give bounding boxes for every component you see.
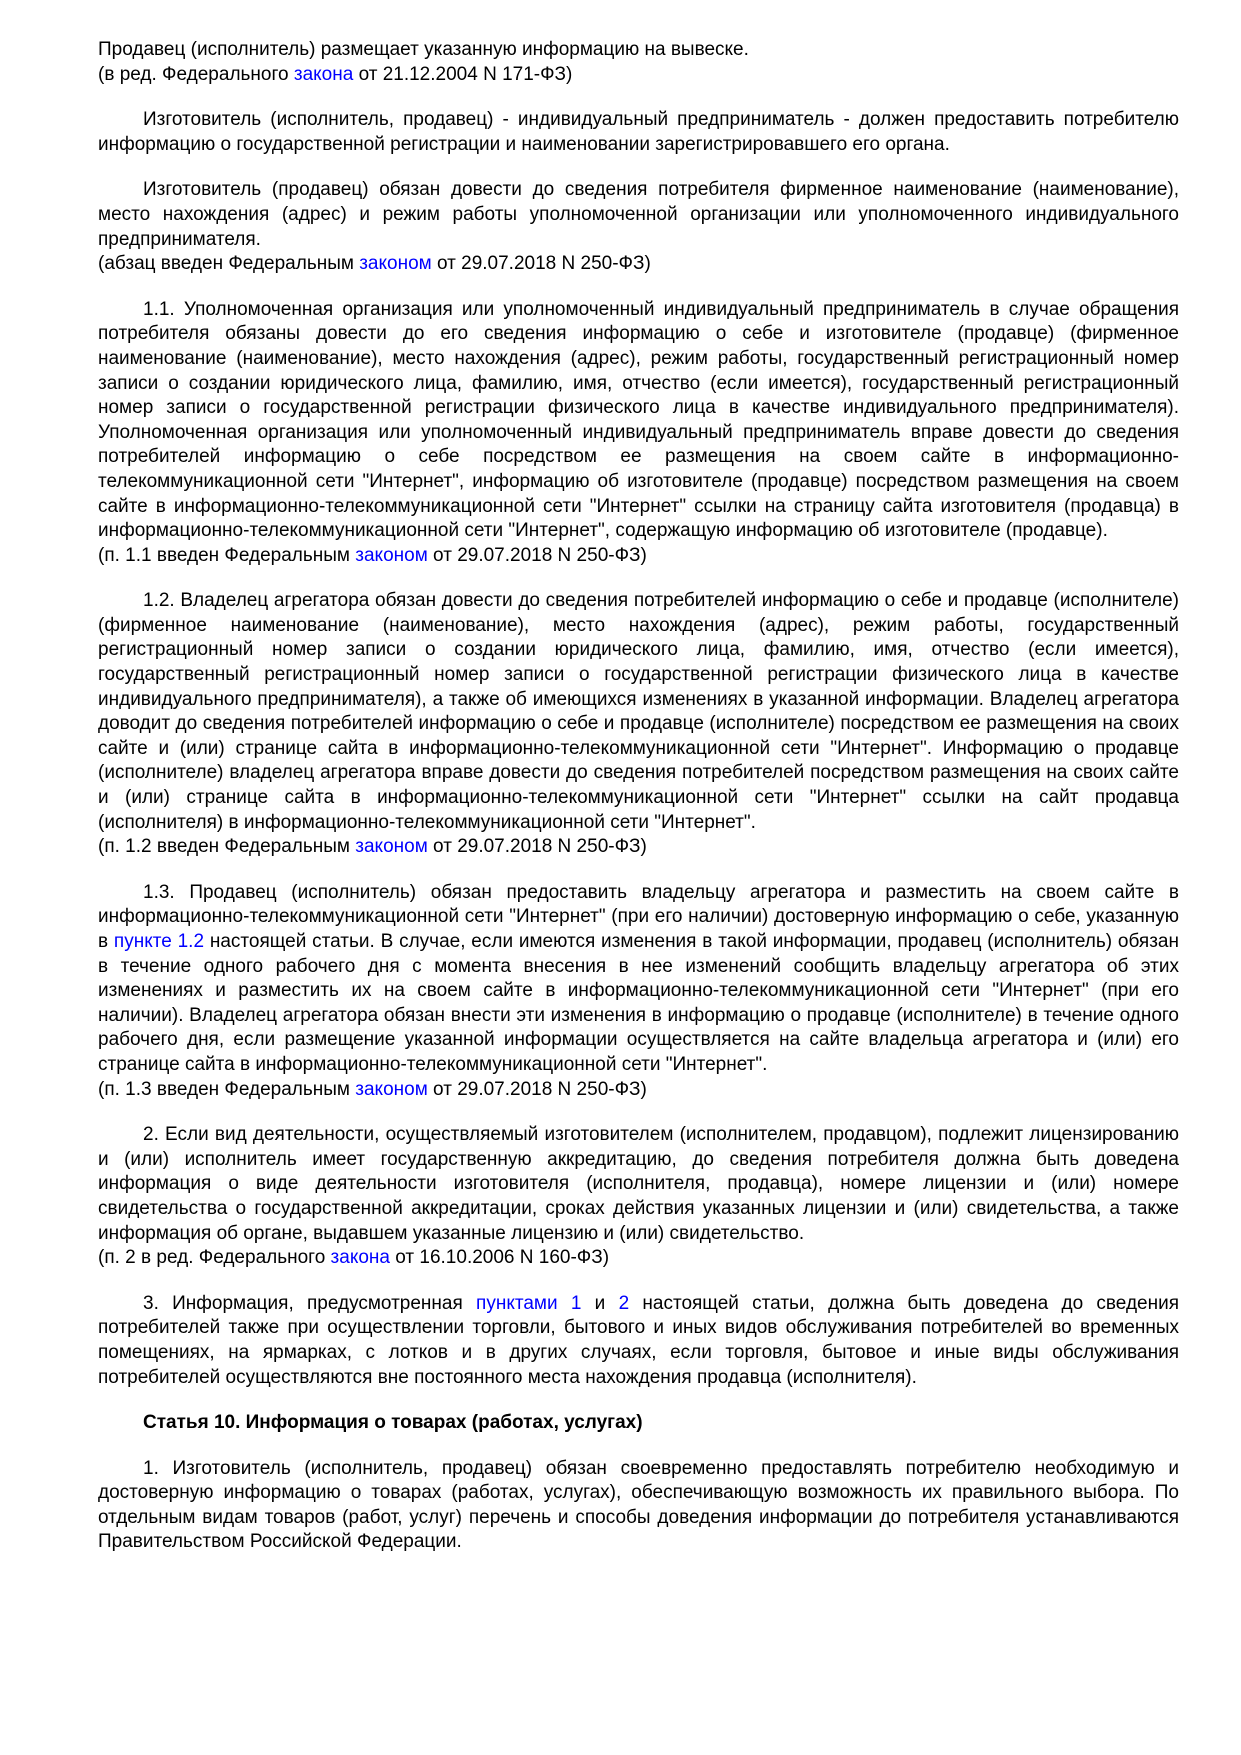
text-segment: от 29.07.2018 N 250-ФЗ): [431, 253, 651, 275]
text-segment: Изготовитель (продавец) обязан довести до сведения потребителя фирменное наименование (наименование), место нахождения (адрес) и режим работы уполномоченной организации или уполномоченного индивидуального предпринимателя.: [98, 179, 1179, 250]
text-segment: настоящей статьи. В случае, если имеются изменения в такой информации, продавец (исполнитель) обязан в течение одного рабочего дня с момента внесения в нее изменений сообщить владельцу агрегатора об этих изменениях и разместить их на своем сайте в информационно-телекоммуникационной сети "Интернет" (при его наличии). Владелец агрегатора обязан внести эти изменения в информацию о продавце (исполнителе) в течение одного рабочего дня, если размещение указанной информации осуществляется на сайте владельца агрегатора и (или) его странице сайта в информационно-телекоммуникационной сети "Интернет".: [98, 931, 1179, 1075]
law-reference-link[interactable]: законом: [355, 836, 428, 858]
amendment-note: [98, 544, 1179, 569]
text-segment: 1.3. Продавец (исполнитель) обязан предоставить владельцу агрегатора и разместить на своем сайте в информационно-телекоммуникационной сети "Интернет" (при его наличии) достоверную информацию о себе, указанную в: [98, 881, 1179, 952]
amendment-note: [98, 252, 1179, 277]
amendment-note: [98, 1078, 1179, 1103]
law-reference-link[interactable]: 2: [618, 1292, 630, 1314]
text-segment: (в ред. Федерального: [98, 63, 294, 85]
paragraph: [98, 589, 1179, 835]
paragraph: [98, 38, 1179, 63]
text-segment: 1.1. Уполномоченная организация или уполномоченный индивидуальный предприниматель в случае обращения потребителя обязаны довести до его сведения информацию о себе и изготовителе (продавце) (фирменное наименование (наименование), место нахождения (адрес), режим работы, государственный регистрационный номер записи о создании юридического лица, фамилию, имя, отчество (если имеется), государственный регистрационный номер записи о государственной регистрации физического лица в качестве индивидуального предпринимателя). Уполномоченная организация или уполномоченный индивидуальный предприниматель вправе довести до сведения потребителей информацию о себе посредством ее размещения на своем сайте в информационно-телекоммуникационной сети "Интернет", информацию об изготовителе (продавце) посредством размещения на своем сайте в информационно-телекоммуникационной сети "Интернет" ссылки на страницу сайта изготовителя (продавца) в информационно-телекоммуникационной сети "Интернет", содержащую информацию об изготовителе (продавце).: [98, 298, 1179, 542]
law-reference-link[interactable]: законом: [359, 253, 432, 275]
law-reference-link[interactable]: пунктами 1: [476, 1292, 582, 1314]
law-reference-link[interactable]: пункте 1.2: [113, 931, 205, 952]
text-segment: Изготовитель (исполнитель, продавец) - индивидуальный предприниматель - должен предоставить потребителю информацию о государственной регистрации и наименовании зарегистрировавшего его органа.: [98, 109, 1179, 155]
text-segment: 2. Если вид деятельности, осуществляемый изготовителем (исполнителем, продавцом), подлежит лицензированию и (или) исполнитель имеет государственную аккредитацию, до сведения потребителя должна быть доведена информация о виде деятельности изготовителя (исполнителя, продавца), номере лицензии и (или) номере свидетельства о государственной аккредитации, сроках действия указанных лицензии и (или) свидетельства, а также информация об органе, выдавшем указанные лицензию и (или) свидетельство.: [98, 1124, 1179, 1244]
law-reference-link[interactable]: законом: [355, 544, 428, 566]
paragraph: [98, 178, 1179, 252]
text-segment: от 21.12.2004 N 171-ФЗ): [353, 63, 573, 85]
text-segment: (абзац введен Федеральным: [98, 253, 360, 275]
text-segment: 1.2. Владелец агрегатора обязан довести до сведения потребителей информацию о себе и продавце (исполнителе) (фирменное наименование (наименование), место нахождения (адрес), режим работы, государственный регистрационный номер записи о создании юридического лица, фамилию, имя, отчество (если имеется), государственный регистрационный номер записи о государственной регистрации физического лица в качестве индивидуального предпринимателя), а также об имеющихся изменениях в указанной информации. Владелец агрегатора доводит до сведения потребителей информацию о себе и продавце (исполнителе) посредством ее размещения на своих сайте и (или) странице сайта в информационно-телекоммуникационной сети "Интернет". Информацию о продавце (исполнителе) владелец агрегатора вправе довести до сведения потребителей посредством размещения на своих сайте и (или) странице сайта в информационно-телекоммуникационной сети "Интернет" ссылки на сайт продавца (исполнителя) в информационно-телекоммуникационной сети "Интернет".: [98, 590, 1179, 833]
text-segment: Статья 10. Информация о товарах (работах, услугах): [143, 1412, 643, 1434]
text-segment: и: [581, 1292, 619, 1314]
text-segment: (п. 1.1 введен Федеральным: [98, 544, 356, 566]
amendment-note: [98, 835, 1179, 860]
text-segment: 1. Изготовитель (исполнитель, продавец) обязан своевременно предоставлять потребителю необходимую и достоверную информацию о товарах (работах, услугах), обеспечивающую возможность их правильного выбора. По отдельным видам товаров (работ, услуг) перечень и способы доведения информации до потребителя устанавливаются Правительством Российской Федерации.: [98, 1457, 1179, 1553]
law-reference-link[interactable]: закона: [293, 63, 354, 85]
amendment-note: [98, 1246, 1179, 1271]
paragraph: [98, 298, 1179, 544]
text-segment: Продавец (исполнитель) размещает указанную информацию на вывеске.: [98, 39, 749, 60]
paragraph: [98, 108, 1179, 157]
text-segment: от 29.07.2018 N 250-ФЗ): [427, 544, 647, 566]
text-segment: (п. 2 в ред. Федерального: [98, 1247, 331, 1269]
text-segment: 3. Информация, предусмотренная: [143, 1292, 477, 1314]
amendment-note: [98, 63, 1179, 88]
paragraph: [98, 1123, 1179, 1246]
text-segment: от 16.10.2006 N 160-ФЗ): [389, 1247, 610, 1269]
text-segment: от 29.07.2018 N 250-ФЗ): [427, 836, 647, 858]
text-segment: настоящей статьи, должна быть доведена до сведения потребителей также при осуществлении торговли, бытового и иных видов обслуживания потребителей во временных помещениях, на ярмарках, с лотков и в других случаях, если торговля, бытовое и иные виды обслуживания потребителей осуществляются вне постоянного места нахождения продавца (исполнителя).: [98, 1292, 1180, 1388]
law-reference-link[interactable]: закона: [330, 1247, 390, 1269]
text-segment: (п. 1.2 введен Федеральным: [98, 836, 356, 858]
paragraph: [98, 1457, 1179, 1555]
law-reference-link[interactable]: законом: [355, 1078, 428, 1100]
article-heading: [98, 1411, 1179, 1436]
text-segment: от 29.07.2018 N 250-ФЗ): [427, 1078, 647, 1100]
paragraph: [98, 1292, 1179, 1390]
paragraph: [98, 881, 1179, 1078]
text-segment: (п. 1.3 введен Федеральным: [98, 1078, 356, 1100]
